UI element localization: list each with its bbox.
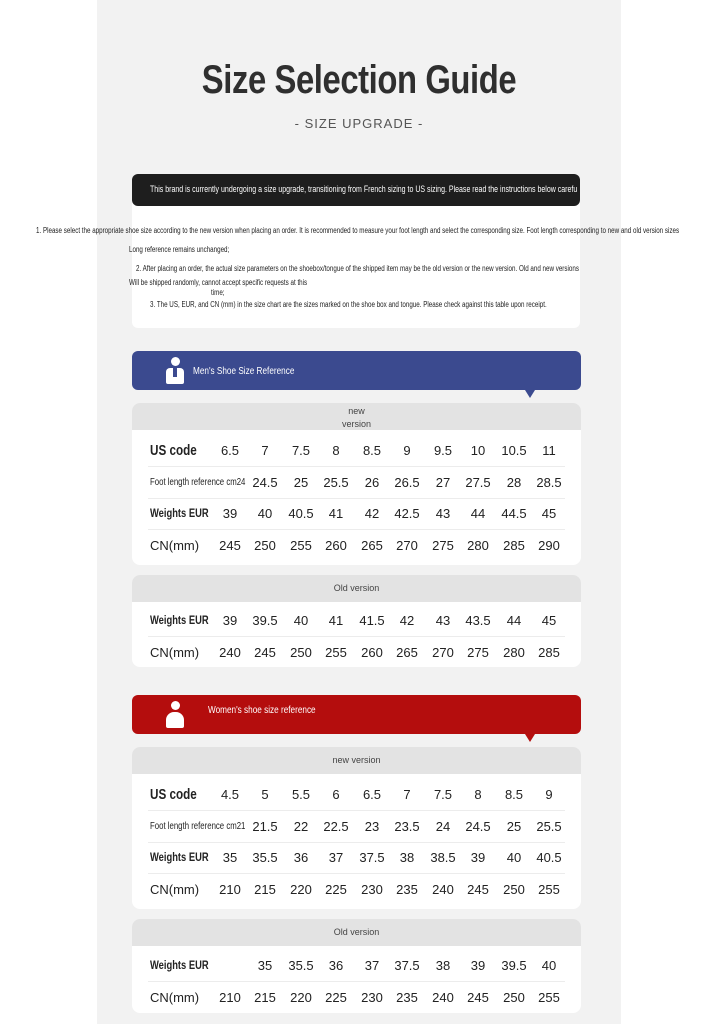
table-cell: 210 bbox=[219, 881, 241, 897]
table-cell: 7 bbox=[261, 443, 269, 458]
table-cell: 23.5 bbox=[394, 818, 420, 834]
row-label: Weights EUR bbox=[150, 958, 209, 972]
table-row bbox=[148, 435, 565, 467]
table-cell: 250 bbox=[254, 537, 276, 553]
table-cell: 39 bbox=[470, 850, 486, 865]
table-cell: 255 bbox=[538, 989, 560, 1005]
instruction-1: 1. Please select the appropriate shoe size according to the new version when placing an order. It is recommended to measure your foot length and select the corresponding size. Foot length corresponding to new and old version sizes bbox=[36, 226, 680, 235]
table-cell: 39 bbox=[470, 958, 486, 973]
table-cell: 265 bbox=[361, 537, 383, 553]
man-icon bbox=[165, 357, 185, 385]
page-subtitle: - SIZE UPGRADE - bbox=[294, 116, 424, 131]
table-cell: 240 bbox=[219, 644, 241, 660]
row-label: CN(mm) bbox=[150, 881, 200, 897]
table-cell: 45 bbox=[541, 506, 557, 521]
women-old-version-title: Old version bbox=[333, 927, 380, 937]
table-cell: 26 bbox=[364, 474, 380, 490]
table-cell: 10 bbox=[470, 443, 486, 458]
table-cell: 6.5 bbox=[362, 787, 382, 802]
table-cell: 9.5 bbox=[433, 443, 453, 458]
woman-icon bbox=[165, 701, 185, 729]
table-cell: 43.5 bbox=[465, 613, 491, 628]
table-cell: 22.5 bbox=[323, 818, 349, 834]
men-old-version-table bbox=[132, 575, 581, 667]
table-cell: 8 bbox=[332, 443, 340, 458]
table-cell: 215 bbox=[254, 989, 276, 1005]
table-cell: 255 bbox=[538, 881, 560, 897]
table-cell: 250 bbox=[503, 989, 525, 1005]
table-cell: 5 bbox=[261, 787, 269, 802]
table-cell: 41.5 bbox=[359, 613, 385, 628]
table-cell: 37.5 bbox=[359, 850, 385, 865]
row-label: Weights EUR bbox=[150, 613, 209, 627]
table-row bbox=[148, 874, 565, 905]
instruction-1-cont: Long reference remains unchanged; bbox=[129, 245, 230, 254]
table-cell: 245 bbox=[254, 644, 276, 660]
table-cell: 39.5 bbox=[252, 613, 278, 628]
table-row bbox=[148, 779, 565, 811]
table-cell: 270 bbox=[432, 644, 454, 660]
table-cell: 39.5 bbox=[501, 958, 527, 973]
table-cell: 220 bbox=[290, 881, 312, 897]
table-cell: 8 bbox=[474, 787, 482, 802]
instruction-2-cont: Will be shipped randomly, cannot accept specific requests at this bbox=[129, 278, 308, 287]
table-cell: 8.5 bbox=[362, 443, 382, 458]
instruction-2-end: time; bbox=[211, 288, 225, 297]
table-cell: 40 bbox=[293, 613, 309, 628]
table-cell: 220 bbox=[290, 989, 312, 1005]
table-row bbox=[148, 842, 565, 874]
table-cell: 235 bbox=[396, 989, 418, 1005]
table-cell: 260 bbox=[361, 644, 383, 660]
table-cell: 28 bbox=[506, 474, 522, 490]
women-section-title: Women's shoe size reference bbox=[208, 705, 316, 716]
table-cell: 40 bbox=[541, 958, 557, 973]
instruction-2: 2. After placing an order, the actual size parameters on the shoebox/tongue of the shipped item may be the old version or the new version. Old and new versions bbox=[136, 264, 579, 273]
table-cell: 44 bbox=[506, 613, 522, 628]
table-cell: 37 bbox=[364, 958, 380, 973]
row-label: Weights EUR bbox=[150, 506, 209, 520]
table-cell: 240 bbox=[432, 989, 454, 1005]
table-cell: 24.5 bbox=[465, 818, 491, 834]
table-cell: 285 bbox=[503, 537, 525, 553]
table-cell: 290 bbox=[538, 537, 560, 553]
women-section-header bbox=[132, 695, 581, 734]
table-cell: 26.5 bbox=[394, 474, 420, 490]
table-row bbox=[148, 982, 565, 1013]
women-new-version-table bbox=[132, 747, 581, 909]
table-cell: 265 bbox=[396, 644, 418, 660]
men-section-header bbox=[132, 351, 581, 390]
table-cell: 23 bbox=[364, 818, 380, 834]
table-cell: 27.5 bbox=[465, 474, 491, 490]
table-cell: 38 bbox=[399, 850, 415, 865]
table-cell: 250 bbox=[290, 644, 312, 660]
table-cell: 11 bbox=[542, 443, 556, 458]
table-cell: 4.5 bbox=[220, 787, 240, 802]
table-cell: 250 bbox=[503, 881, 525, 897]
table-cell: 42.5 bbox=[394, 506, 420, 521]
table-cell: 39 bbox=[222, 613, 238, 628]
table-cell: 270 bbox=[396, 537, 418, 553]
table-row bbox=[148, 950, 565, 982]
table-cell: 7.5 bbox=[291, 443, 311, 458]
table-cell: 35 bbox=[257, 958, 273, 973]
table-cell: 38.5 bbox=[430, 850, 456, 865]
notice-banner bbox=[132, 174, 580, 206]
table-cell: 41 bbox=[328, 613, 344, 628]
row-label: Foot length reference cm21 bbox=[150, 820, 246, 832]
table-cell: 235 bbox=[396, 881, 418, 897]
table-cell: 225 bbox=[325, 881, 347, 897]
table-cell: 280 bbox=[503, 644, 525, 660]
table-cell: 40 bbox=[257, 506, 273, 521]
table-cell: 8.5 bbox=[504, 787, 524, 802]
table-cell: 6.5 bbox=[220, 443, 240, 458]
table-cell: 37.5 bbox=[394, 958, 420, 973]
table-cell: 44.5 bbox=[501, 506, 527, 521]
table-cell: 230 bbox=[361, 989, 383, 1005]
table-cell: 25.5 bbox=[323, 474, 349, 490]
table-cell: 35.5 bbox=[288, 958, 314, 973]
row-label: US code bbox=[150, 786, 197, 803]
table-cell: 44 bbox=[470, 506, 486, 521]
table-cell: 10.5 bbox=[501, 443, 527, 458]
table-cell: 7 bbox=[403, 787, 411, 802]
table-row bbox=[148, 530, 565, 561]
table-cell: 37 bbox=[328, 850, 344, 865]
table-cell: 45 bbox=[541, 613, 557, 628]
table-cell: 39 bbox=[222, 506, 238, 521]
header-pointer bbox=[525, 734, 535, 742]
table-cell: 245 bbox=[219, 537, 241, 553]
table-cell: 43 bbox=[435, 613, 451, 628]
table-cell: 22 bbox=[293, 818, 309, 834]
table-cell: 7.5 bbox=[433, 787, 453, 802]
table-cell: 210 bbox=[219, 989, 241, 1005]
table-cell: 25 bbox=[506, 818, 522, 834]
table-cell: 285 bbox=[538, 644, 560, 660]
table-cell: 25.5 bbox=[536, 818, 562, 834]
table-cell: 280 bbox=[467, 537, 489, 553]
men-old-version-title: Old version bbox=[333, 583, 380, 593]
table-cell: 255 bbox=[325, 644, 347, 660]
table-cell: 35.5 bbox=[252, 850, 278, 865]
table-row bbox=[148, 811, 565, 843]
table-cell: 6 bbox=[332, 787, 340, 802]
women-old-version-table bbox=[132, 919, 581, 1013]
table-cell: 40.5 bbox=[288, 506, 314, 521]
instruction-3: 3. The US, EUR, and CN (mm) in the size chart are the sizes marked on the shoe box and tongue. Please check against this table upon receipt. bbox=[150, 300, 547, 309]
row-label: Weights EUR bbox=[150, 850, 209, 864]
table-cell: 24.5 bbox=[252, 474, 278, 490]
table-cell: 36 bbox=[328, 958, 344, 973]
notice-banner-text: This brand is currently undergoing a size upgrade, transitioning from French sizing to US sizing. Please read the instructions below carefu bbox=[150, 184, 578, 194]
men-new-version-table bbox=[132, 403, 581, 565]
row-label: CN(mm) bbox=[150, 537, 200, 553]
header-pointer bbox=[525, 390, 535, 398]
table-cell: 240 bbox=[432, 881, 454, 897]
table-cell: 28.5 bbox=[536, 474, 562, 490]
table-cell: 245 bbox=[467, 881, 489, 897]
table-cell: 25 bbox=[293, 474, 309, 490]
row-label: CN(mm) bbox=[150, 644, 200, 660]
table-cell: 245 bbox=[467, 989, 489, 1005]
table-cell: 21.5 bbox=[252, 818, 278, 834]
table-cell: 260 bbox=[325, 537, 347, 553]
table-row bbox=[148, 467, 565, 499]
table-row bbox=[148, 637, 565, 668]
table-cell: 42 bbox=[364, 506, 380, 521]
table-cell: 38 bbox=[435, 958, 451, 973]
table-cell: 275 bbox=[432, 537, 454, 553]
table-row bbox=[148, 498, 565, 530]
table-cell: 35 bbox=[222, 850, 238, 865]
table-cell: 43 bbox=[435, 506, 451, 521]
table-cell: 9 bbox=[403, 443, 411, 458]
table-row bbox=[148, 605, 565, 637]
men-new-version-title: new version bbox=[341, 406, 371, 429]
table-cell: 36 bbox=[293, 850, 309, 865]
table-cell: 24 bbox=[435, 818, 451, 834]
table-cell: 255 bbox=[290, 537, 312, 553]
table-cell: 9 bbox=[545, 787, 553, 802]
table-cell: 275 bbox=[467, 644, 489, 660]
table-cell: 40.5 bbox=[536, 850, 562, 865]
table-cell: 42 bbox=[399, 613, 415, 628]
row-label: CN(mm) bbox=[150, 989, 200, 1005]
page-title: Size Selection Guide bbox=[201, 58, 517, 102]
row-label: US code bbox=[150, 442, 197, 459]
row-label: Foot length reference cm24 bbox=[150, 476, 246, 488]
women-new-version-title: new version bbox=[332, 755, 381, 765]
table-cell: 5.5 bbox=[291, 787, 311, 802]
table-cell: 27 bbox=[435, 474, 451, 490]
men-section-title: Men's Shoe Size Reference bbox=[193, 366, 295, 377]
table-cell: 230 bbox=[361, 881, 383, 897]
table-cell: 40 bbox=[506, 850, 522, 865]
table-cell: 41 bbox=[328, 506, 344, 521]
table-cell: 225 bbox=[325, 989, 347, 1005]
table-cell: 215 bbox=[254, 881, 276, 897]
